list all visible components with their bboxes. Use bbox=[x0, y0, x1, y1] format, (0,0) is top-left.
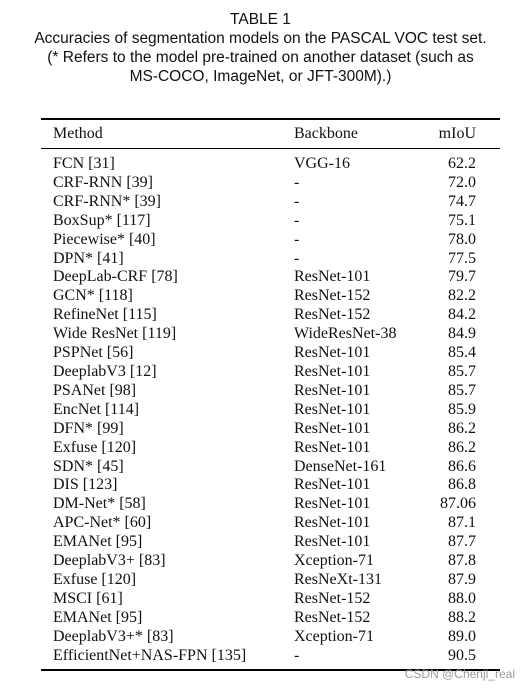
results-table bbox=[41, 120, 500, 148]
miou-cell: 87.06 bbox=[440, 495, 476, 513]
caption-line-1: Accuracies of segmentation models on the PASCAL VOC test set. bbox=[34, 30, 487, 47]
miou-cell: 85.4 bbox=[448, 344, 476, 362]
table-row bbox=[41, 155, 500, 174]
miou-cell: 87.9 bbox=[448, 570, 476, 588]
header-backbone: Backbone bbox=[294, 125, 358, 142]
table-row bbox=[41, 533, 500, 552]
method-cell: PSPNet [56] bbox=[53, 344, 134, 362]
method-cell: PSANet [98] bbox=[53, 381, 137, 399]
miou-cell: 85.7 bbox=[448, 381, 476, 399]
method-cell: BoxSup* [117] bbox=[53, 211, 151, 229]
miou-cell: 62.2 bbox=[448, 155, 476, 172]
table-row bbox=[41, 193, 500, 212]
table-row bbox=[41, 306, 500, 325]
table-row bbox=[41, 647, 500, 666]
table-row bbox=[41, 212, 500, 231]
method-cell: Wide ResNet [119] bbox=[53, 325, 177, 343]
backbone-cell: ResNet-101 bbox=[294, 533, 371, 551]
watermark: CSDN @Chenjl_real bbox=[404, 667, 515, 681]
miou-cell: 84.2 bbox=[448, 306, 476, 324]
miou-cell: 87.1 bbox=[448, 514, 476, 532]
method-cell: DeeplabV3 [12] bbox=[53, 362, 157, 380]
miou-cell: 87.7 bbox=[448, 533, 476, 551]
method-cell: RefineNet [115] bbox=[53, 306, 157, 324]
method-cell: EMANet [95] bbox=[53, 608, 143, 626]
method-cell: Piecewise* [40] bbox=[53, 230, 156, 248]
table-row bbox=[41, 268, 500, 287]
backbone-cell: Xception-71 bbox=[294, 552, 374, 570]
miou-cell: 86.6 bbox=[448, 457, 476, 475]
backbone-cell: ResNet-152 bbox=[294, 608, 371, 626]
table-row bbox=[41, 552, 500, 571]
method-cell: Exfuse [120] bbox=[53, 438, 137, 456]
table-number: TABLE 1 bbox=[230, 11, 291, 28]
miou-cell: 74.7 bbox=[448, 192, 476, 210]
table-row bbox=[41, 514, 500, 533]
miou-cell: 78.0 bbox=[448, 230, 476, 248]
miou-cell: 79.7 bbox=[448, 268, 476, 286]
table-caption bbox=[0, 10, 521, 86]
miou-cell: 82.2 bbox=[448, 287, 476, 305]
method-cell: CRF-RNN* [39] bbox=[53, 192, 162, 210]
method-cell: DFN* [99] bbox=[53, 419, 124, 437]
method-cell: GCN* [118] bbox=[53, 287, 133, 305]
header-row bbox=[41, 120, 500, 148]
method-cell: DM-Net* [58] bbox=[53, 495, 146, 513]
backbone-cell: ResNet-152 bbox=[294, 287, 371, 305]
miou-cell: 89.0 bbox=[448, 627, 476, 645]
table-row bbox=[41, 231, 500, 250]
backbone-cell: ResNet-101 bbox=[294, 419, 371, 437]
caption-line-3: MS-COCO, ImageNet, or JFT-300M).) bbox=[129, 68, 392, 85]
table-row bbox=[41, 401, 500, 420]
method-cell: DPN* [41] bbox=[53, 249, 124, 267]
backbone-cell: ResNeXt-131 bbox=[294, 570, 382, 588]
method-cell: Exfuse [120] bbox=[53, 570, 137, 588]
table-row bbox=[41, 571, 500, 590]
method-cell: FCN [31] bbox=[53, 155, 115, 172]
backbone-cell: ResNet-101 bbox=[294, 495, 371, 513]
backbone-cell: - bbox=[294, 192, 300, 210]
table-row bbox=[41, 458, 500, 477]
miou-cell: 90.5 bbox=[448, 646, 476, 664]
table-row bbox=[41, 363, 500, 382]
table-row bbox=[41, 590, 500, 609]
method-cell: CRF-RNN [39] bbox=[53, 173, 154, 191]
miou-cell: 88.2 bbox=[448, 608, 476, 626]
backbone-cell: - bbox=[294, 173, 300, 191]
miou-cell: 85.7 bbox=[448, 362, 476, 380]
miou-cell: 84.9 bbox=[448, 325, 476, 343]
miou-cell: 75.1 bbox=[448, 211, 476, 229]
method-cell: DeepLab-CRF [78] bbox=[53, 268, 178, 286]
method-cell: SDN* [45] bbox=[53, 457, 124, 475]
backbone-cell: ResNet-152 bbox=[294, 589, 371, 607]
method-cell: EncNet [114] bbox=[53, 400, 140, 418]
method-cell: DIS [123] bbox=[53, 476, 118, 494]
method-cell: DeeplabV3+* [83] bbox=[53, 627, 174, 645]
method-cell: EMANet [95] bbox=[53, 533, 143, 551]
table-row bbox=[41, 609, 500, 628]
table-row bbox=[41, 382, 500, 401]
miou-cell: 72.0 bbox=[448, 173, 476, 191]
backbone-cell: ResNet-101 bbox=[294, 268, 371, 286]
miou-cell: 88.0 bbox=[448, 589, 476, 607]
table-row bbox=[41, 476, 500, 495]
miou-cell: 86.2 bbox=[448, 419, 476, 437]
backbone-cell: - bbox=[294, 249, 300, 267]
table-row bbox=[41, 420, 500, 439]
caption-line-2: (* Refers to the model pre-trained on another dataset (such as bbox=[47, 49, 474, 66]
table-row bbox=[41, 174, 500, 193]
backbone-cell: ResNet-101 bbox=[294, 381, 371, 399]
method-cell: APC-Net* [60] bbox=[53, 514, 152, 532]
backbone-cell: DenseNet-161 bbox=[294, 457, 387, 475]
miou-cell: 87.8 bbox=[448, 552, 476, 570]
table-row bbox=[41, 495, 500, 514]
method-cell: EfficientNet+NAS-FPN [135] bbox=[53, 646, 247, 664]
backbone-cell: ResNet-101 bbox=[294, 514, 371, 532]
backbone-cell: ResNet-101 bbox=[294, 438, 371, 456]
miou-cell: 86.8 bbox=[448, 476, 476, 494]
header-miou: mIoU bbox=[438, 125, 476, 142]
backbone-cell: ResNet-101 bbox=[294, 400, 371, 418]
results-table-container bbox=[41, 118, 500, 671]
table-row bbox=[41, 287, 500, 306]
table-row bbox=[41, 250, 500, 269]
results-table-body bbox=[41, 149, 500, 669]
table-row bbox=[41, 439, 500, 458]
backbone-cell: - bbox=[294, 646, 300, 664]
table-row bbox=[41, 325, 500, 344]
table-row bbox=[41, 344, 500, 363]
header-method: Method bbox=[53, 125, 103, 142]
backbone-cell: WideResNet-38 bbox=[294, 325, 397, 343]
miou-cell: 86.2 bbox=[448, 438, 476, 456]
miou-cell: 85.9 bbox=[448, 400, 476, 418]
backbone-cell: ResNet-101 bbox=[294, 476, 371, 494]
backbone-cell: ResNet-101 bbox=[294, 344, 371, 362]
backbone-cell: ResNet-152 bbox=[294, 306, 371, 324]
backbone-cell: ResNet-101 bbox=[294, 362, 371, 380]
method-cell: DeeplabV3+ [83] bbox=[53, 552, 166, 570]
backbone-cell: VGG-16 bbox=[294, 155, 350, 172]
method-cell: MSCI [61] bbox=[53, 589, 123, 607]
backbone-cell: - bbox=[294, 230, 300, 248]
backbone-cell: Xception-71 bbox=[294, 627, 374, 645]
backbone-cell: - bbox=[294, 211, 300, 229]
miou-cell: 77.5 bbox=[448, 249, 476, 267]
table-row bbox=[41, 628, 500, 647]
